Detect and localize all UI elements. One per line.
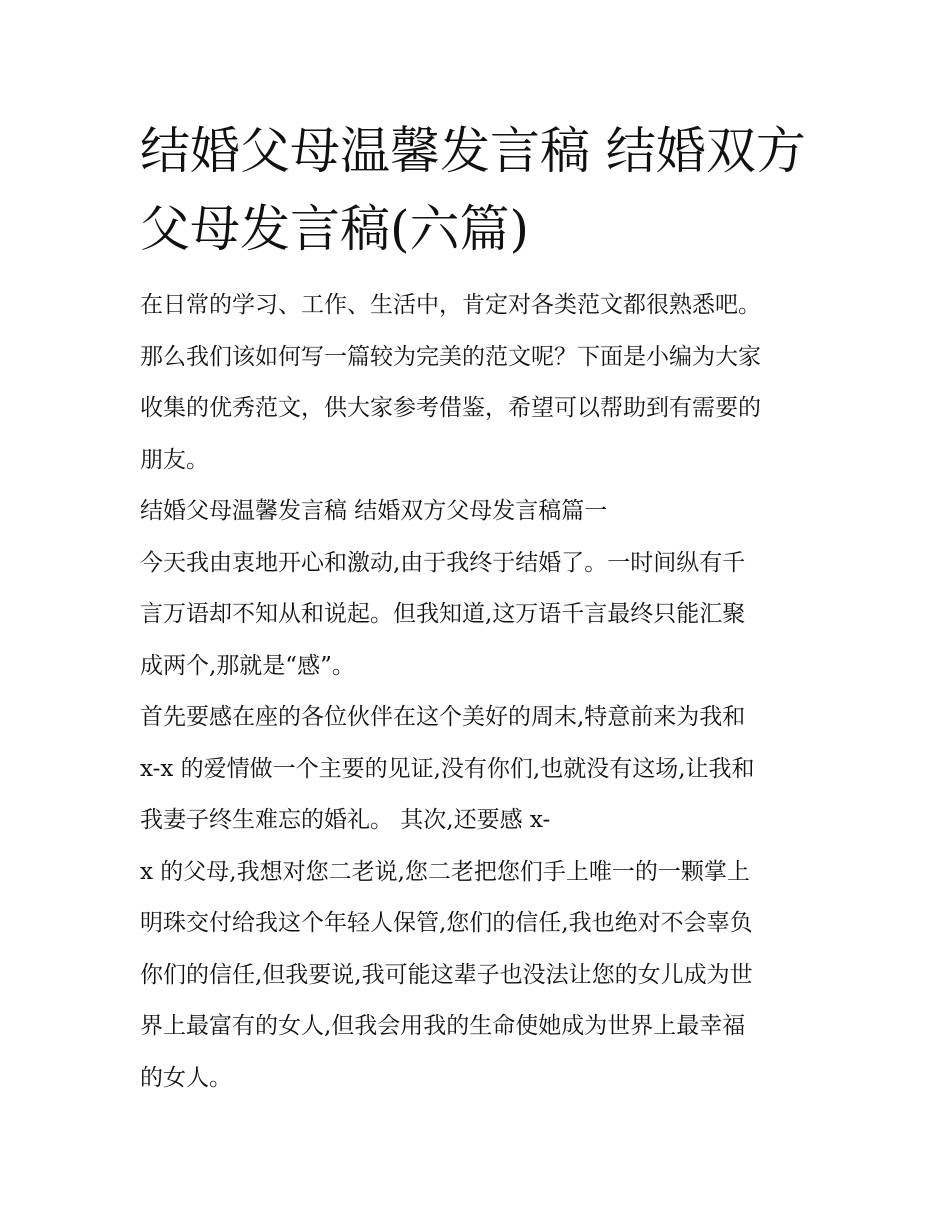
text-line: x 的父母,我想对您二老说,您二老把您们手上唯一的一颗掌上 — [140, 858, 750, 885]
title-line: 结婚父母温馨发言稿 结婚双方 — [140, 122, 806, 180]
text-line: x-x 的爱情做一个主要的见证,没有你们,也就没有这场,让我和 — [140, 755, 755, 782]
text-line: 在日常的学习、工作、生活中，肯定对各类范文都很熟悉吧。 — [140, 292, 761, 318]
text-line: 我妻子终生难忘的婚礼。 其次,还要感 x- — [140, 807, 551, 833]
text-line: 今天我由衷地开心和激动,由于我终于结婚了。一时间纵有千 — [140, 549, 746, 576]
title-line: 父母发言稿(六篇) — [140, 200, 530, 258]
text-line: 界上最富有的女人,但我会用我的生命使她成为世界上最幸福 — [140, 1013, 746, 1039]
intro-paragraph — [140, 280, 820, 486]
document-page — [140, 112, 820, 1104]
text-line: 那么我们该如何写一篇较为完美的范文呢？下面是小编为大家 — [140, 343, 761, 370]
text-line: 首先要感在座的各位伙伴在这个美好的周末,特意前来为我和 — [140, 704, 746, 730]
text-line: 的女人。 — [140, 1064, 232, 1091]
text-line: 成两个,那就是“感”。 — [140, 652, 355, 679]
body-paragraph-1 — [140, 538, 820, 693]
text-line: 收集的优秀范文，供大家参考借鉴，希望可以帮助到有需要的 — [140, 395, 761, 421]
section-heading: 结婚父母温馨发言稿 结婚双方父母发言稿篇一 — [140, 498, 608, 524]
document-title — [140, 112, 820, 268]
body-paragraph-3 — [140, 847, 820, 1105]
text-line: 你们的信任,但我要说,我可能这辈子也没法让您的女儿成为世 — [140, 961, 753, 988]
body-paragraph-2 — [140, 692, 820, 847]
text-line: 言万语却不知从和说起。但我知道,这万语千言最终只能汇聚 — [140, 601, 746, 627]
text-line: 明珠交付给我这个年轻人保管,您们的信任,我也绝对不会辜负 — [140, 910, 753, 936]
text-line: 朋友。 — [140, 446, 209, 473]
